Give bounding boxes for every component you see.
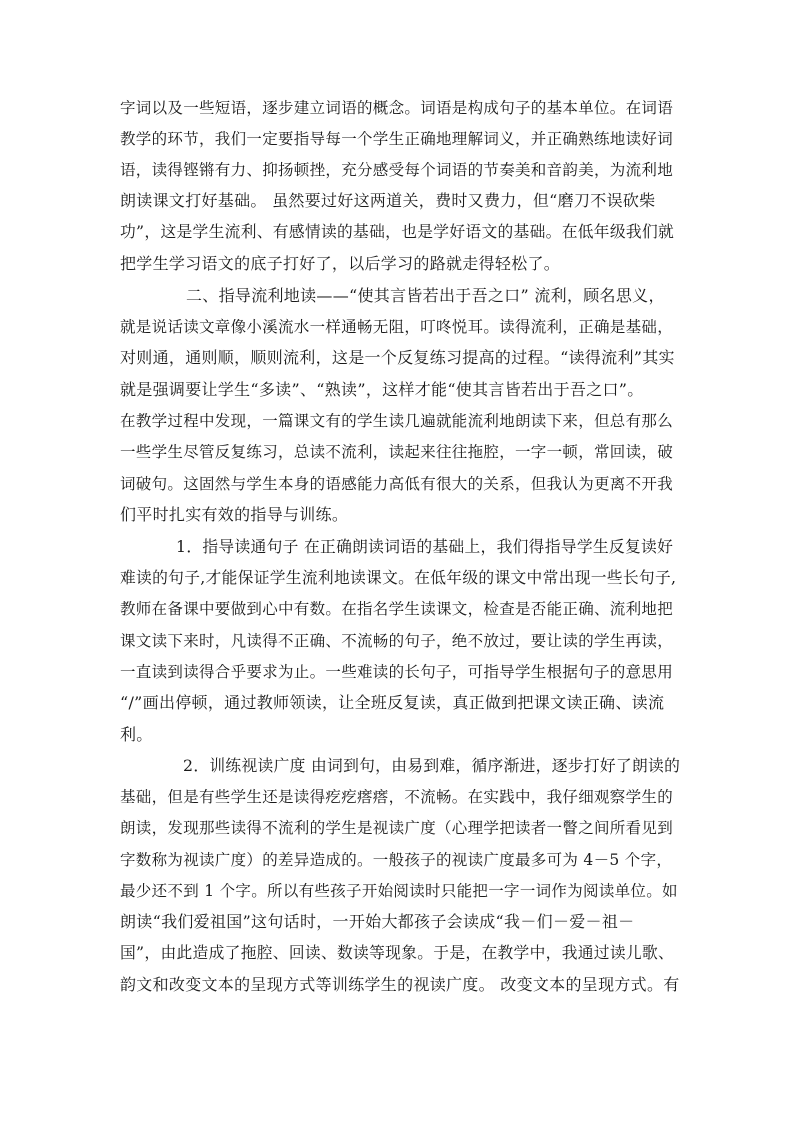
- text-line: 难读的句子,才能保证学生流利地读课文。在低年级的课文中常出现一些长句子,: [120, 568, 677, 587]
- text-line: 基础，但是有些学生还是读得疙疙瘩瘩，不流畅。在实践中，我仔细观察学生的: [120, 788, 674, 806]
- text-line: 韵文和改变文本的呈现方式等训练学生的视读广度。 改变文本的呈现方式。有: [120, 975, 680, 994]
- text-line: 就是说话读文章像小溪流水一样通畅无阻，叮咚悦耳。读得流利，正确是基础，: [120, 318, 674, 336]
- text-line: 字数称为视读广度）的差异造成的。一般孩子的视读广度最多可为 4－5 个字，: [120, 851, 673, 869]
- text-line: 一直读到读得合乎要求为止。一些难读的长句子，可指导学生根据句子的意思用: [120, 663, 674, 681]
- text-line: 功”，这是学生流利、有感情读的基础，也是学好语文的基础。在低年级我们就: [120, 222, 675, 241]
- text-line: 2．训练视读广度 由词到句，由易到难，循序渐进，逐步打好了朗读的: [183, 756, 681, 775]
- text-line: 朗读“我们爱祖国”这句话时，一开始大都孩子会读成“我－们－爱－祖－: [120, 912, 635, 931]
- text-line: 课文读下来时，凡读得不正确、不流畅的句子，绝不放过，要让读的学生再读，: [120, 632, 674, 650]
- text-line: 们平时扎实有效的指导与训练。: [120, 505, 349, 524]
- text-line: 对则通，通则顺，顺则流利，这是一个反复练习提高的过程。“读得流利”其实: [120, 348, 675, 367]
- text-line: 朗读课文打好基础。 虽然要过好这两道关，费时又费力，但“磨刀不误砍柴: [120, 191, 656, 210]
- text-line: 一些学生尽管反复练习，总读不流利，读起来往往拖腔，一字一顿，常回读，破: [120, 443, 674, 461]
- text-line: 把学生学习语文的底子打好了，以后学习的路就走得轻松了。: [120, 254, 561, 273]
- text-line: 词破句。这固然与学生本身的语感能力高低有很大的关系，但我认为更离不开我: [120, 475, 674, 493]
- text-line: 利。: [120, 725, 153, 744]
- text-line: 国”，由此造成了拖腔、回读、数读等现象。于是，在教学中，我通过读儿歌、: [120, 943, 675, 962]
- text-line: 1．指导读通句子 在正确朗读词语的基础上，我们得指导学生反复读好: [176, 537, 674, 556]
- text-line: 教师在备课中要做到心中有数。在指名学生读课文，检查是否能正确、流利地把: [120, 600, 674, 618]
- text-line: 二、指导流利地读——“使其言皆若出于吾之口” 流利，顾名思义，: [186, 286, 665, 305]
- text-line: 在教学过程中发现，一篇课文有的学生读几遍就能流利地朗读下来，但总有那么: [120, 412, 674, 430]
- text-line: 朗读，发现那些读得不流利的学生是视读广度（心理学把读者一瞥之间所看见到: [120, 819, 674, 837]
- text-line: 就是强调要让学生“多读”、“熟读”，这样才能“使其言皆若出于吾之口”。: [120, 380, 644, 399]
- text-line: 字词以及一些短语，逐步建立词语的概念。词语是构成句子的基本单位。在词语: [120, 99, 674, 117]
- text-line: “/”画出停顿，通过教师领读，让全班反复读，真正做到把课文读正确、读流: [120, 693, 665, 712]
- text-line: 最少还不到 1 个字。所以有些孩子开始阅读时只能把一字一词作为阅读单位。如: [120, 882, 678, 900]
- text-line: 语，读得铿锵有力、抑扬顿挫，充分感受每个词语的节奏美和音韵美，为流利地: [120, 161, 674, 179]
- text-line: 教学的环节，我们一定要指导每一个学生正确地理解词义，并正确熟练地读好词: [120, 130, 674, 148]
